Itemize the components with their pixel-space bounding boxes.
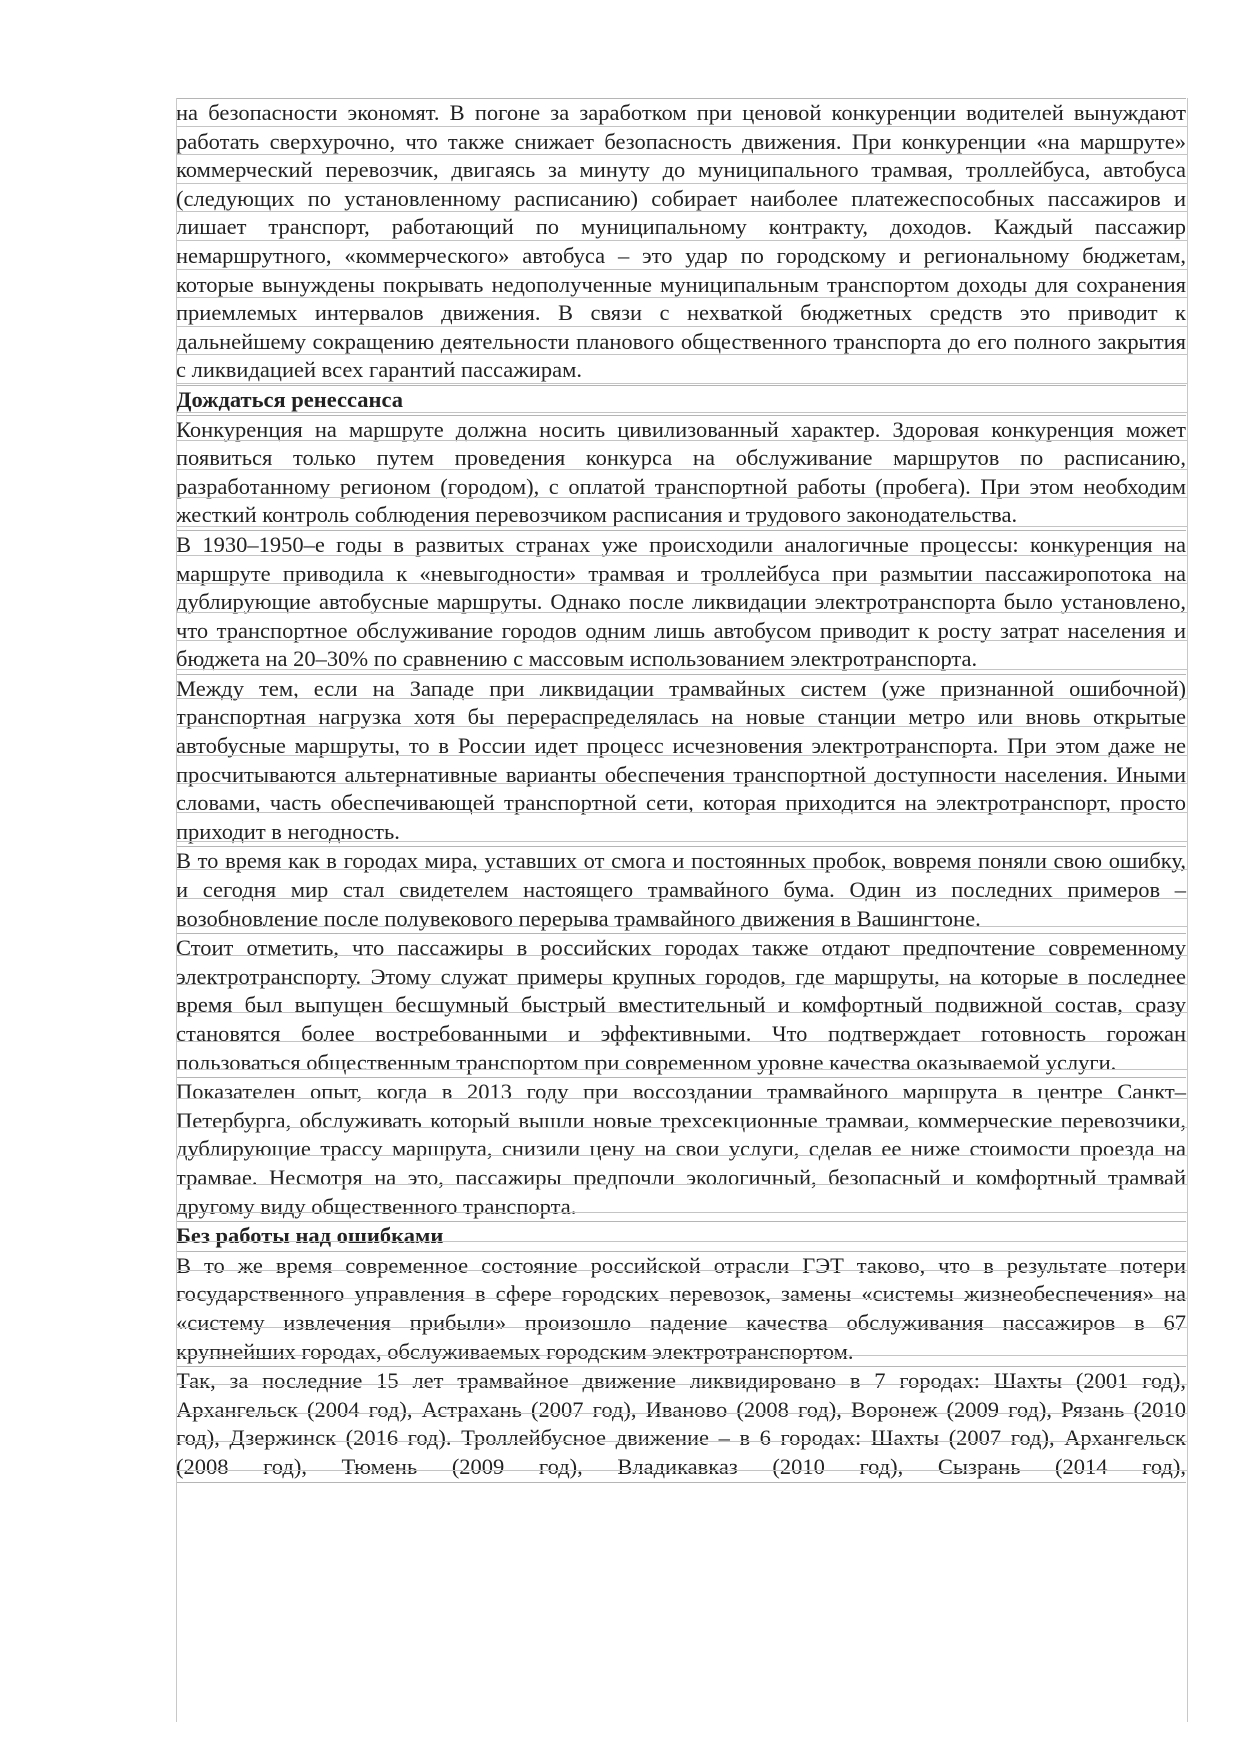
section-heading-renaissance: Дождаться ренессанса (176, 385, 1186, 415)
paragraph-get-industry-state: В то же время современное состояние российской отрасли ГЭТ таково, что в результате потери государственного управления в сфере городских перевозок, замены «системы жизнеобеспечения» на «систему извлечения прибыли» произошло падение качества обслуживания пассажиров в 67 крупнейших городах, обслуживаемых городским электротранспортом. (176, 1251, 1186, 1366)
paragraph-1930-1950-history: В 1930–1950–е годы в развитых странах уже происходили аналогичные процессы: конкуренция на маршруте приводила к «невыгодности» трамвая и троллейбуса при размытии пассажиропотока на дублирующие автобусные маршруты. Однако после ликвидации электротранспорта было установлено, что транспортное обслуживание городов одним лишь автобусом приводит к росту затрат населения и бюджета на 20–30% по сравнению с массовым использованием электротранспорта. (176, 530, 1186, 674)
paragraph-passenger-preference: Стоит отметить, что пассажиры в российских городах также отдают предпочтение современному электротранспорту. Этому служат примеры крупных городов, где маршруты, на которые в последнее время был выпущен бесшумный быстрый вместительный и комфортный подвижной состав, сразу становятся более востребованными и эффективными. Что подтверждает готовность горожан пользоваться общественным транспортом при современном уровне качества оказываемой услуги. (176, 933, 1186, 1077)
paragraph-civilized-competition: Конкуренция на маршруте должна носить цивилизованный характер. Здоровая конкуренция может появиться только путем проведения конкурса на обслуживание маршрутов по расписанию, разработанному регионом (городом), с оплатой транспортной работы (пробега). При этом необходим жесткий контроль соблюдения перевозчиком расписания и трудового законодательства. (176, 415, 1186, 530)
paragraph-liquidation-list: Так, за последние 15 лет трамвайное движение ликвидировано в 7 городах: Шахты (2001 год), Архангельск (2004 год), Астрахань (2007 год), Иваново (2008 год), Воронеж (2009 год), Рязань (2010 год), Дзержинск (2016 год). Троллейбусное движение – в 6 городах: Шахты (2007 год), Архангельск (2008 год), Тюмень (2009 год), Владикавказ (2010 год), Сызрань (2014 год), (176, 1366, 1186, 1482)
document-page (176, 98, 1186, 1483)
section-heading-no-error-work: Без работы над ошибками (176, 1221, 1186, 1251)
paragraph-tram-boom: В то время как в городах мира, уставших от смога и постоянных пробок, вовремя поняли свою ошибку, и сегодня мир стал свидетелем настоящего трамвайного бума. Один из последних примеров – возобновление после полувекового перерыва трамвайного движения в Вашингтоне. (176, 846, 1186, 933)
paragraph-west-vs-russia: Между тем, если на Западе при ликвидации трамвайных систем (уже признанной ошибочной) транспортная нагрузка хотя бы перераспределялась на новые станции метро или вновь открытые автобусные маршруты, то в России идет процесс исчезновения электротранспорта. При этом даже не просчитываются альтернативные варианты обеспечения транспортной доступности населения. Иными словами, часть обеспечивающей транспортной сети, которая приходится на электротранспорт, просто приходит в негодность. (176, 674, 1186, 847)
paragraph-safety-economy: на безопасности экономят. В погоне за заработком при ценовой конкуренции водителей вынуждают работать сверхурочно, что также снижает безопасность движения. При конкуренции «на маршруте» коммерческий перевозчик, двигаясь за минуту до муниципального трамвая, троллейбуса, автобуса (следующих по установленному расписанию) собирает наиболее платежеспособных пассажиров и лишает транспорт, работающий по муниципальному контракту, доходов. Каждый пассажир немаршрутного, «коммерческого» автобуса – это удар по городскому и региональному бюджетам, которые вынуждены покрывать недополученные муниципальным транспортом доходы для сохранения приемлемых интервалов движения. В связи с нехваткой бюджетных средств это приводит к дальнейшему сокращению деятельности планового общественного транспорта до его полного закрытия с ликвидацией всех гарантий пассажирам. (176, 98, 1186, 385)
paragraph-saint-petersburg-experience: Показателен опыт, когда в 2013 году при воссоздании трамвайного маршрута в центре Санкт–Петербурга, обслуживать который вышли новые трехсекционные трамваи, коммерческие перевозчики, дублирующие трассу маршрута, снизили цену на свои услуги, сделав ее ниже стоимости проезда на трамвае. Несмотря на это, пассажиры предпочли экологичный, безопасный и комфортный трамвай другому виду общественного транспорта. (176, 1077, 1186, 1221)
